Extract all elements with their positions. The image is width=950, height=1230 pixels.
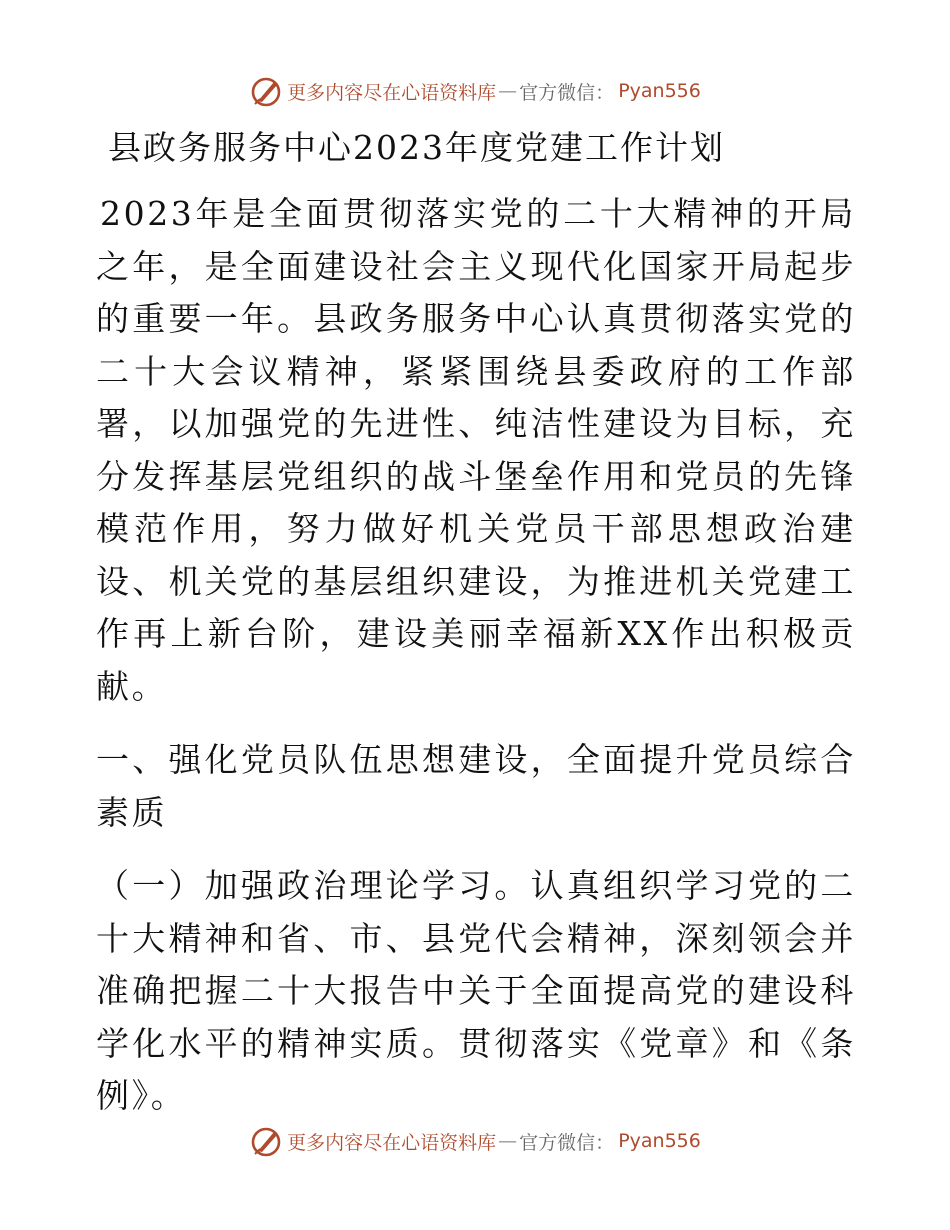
section-heading-1: 一、强化党员队伍思想建设，全面提升党员综合素质 (96, 740, 856, 832)
intro-paragraph: 2023年是全面贯彻落实党的二十大精神的开局之年，是全面建设社会主义现代化国家开局起步的重要一年。县政务服务中心认真贯彻落实党的二十大会议精神，紧紧围绕县委政府的工作部署，以加强党的先进性、纯洁性建设为目标，充分发挥基层党组织的战斗堡垒作用和党员的先锋模范作用，努力做好机关党员干部思想政治建设、机关党的基层组织建设，为推进机关党建工作再上新台阶，建设美丽幸福新XX作出积极贡献。 (96, 194, 856, 706)
quill-pen-logo-icon (249, 1124, 283, 1158)
subsection-paragraph-1-1: （一）加强政治理论学习。认真组织学习党的二十大精神和省、市、县党代会精神，深刻领会并准确把握二十大报告中关于全面提高党的建设科学化水平的精神实质。贯彻落实《党章》和《条例》。 (96, 866, 856, 1115)
watermark-banner-top (0, 72, 950, 110)
quill-pen-logo-icon (249, 74, 283, 108)
banner-brand-text: 更多内容尽在心语资料库 (287, 1131, 497, 1154)
banner-wechat-label: 官方微信： (519, 1131, 615, 1154)
banner-separator: — (498, 1130, 518, 1152)
banner-separator: — (498, 80, 518, 102)
watermark-banner-bottom (0, 1122, 950, 1160)
banner-wechat-label: 官方微信： (519, 81, 615, 104)
banner-account: Pyan556 (618, 80, 701, 102)
document-title: 县政务服务中心2023年度党建工作计划 (108, 128, 725, 167)
banner-brand-text: 更多内容尽在心语资料库 (287, 81, 497, 104)
banner-account: Pyan556 (618, 1130, 701, 1152)
